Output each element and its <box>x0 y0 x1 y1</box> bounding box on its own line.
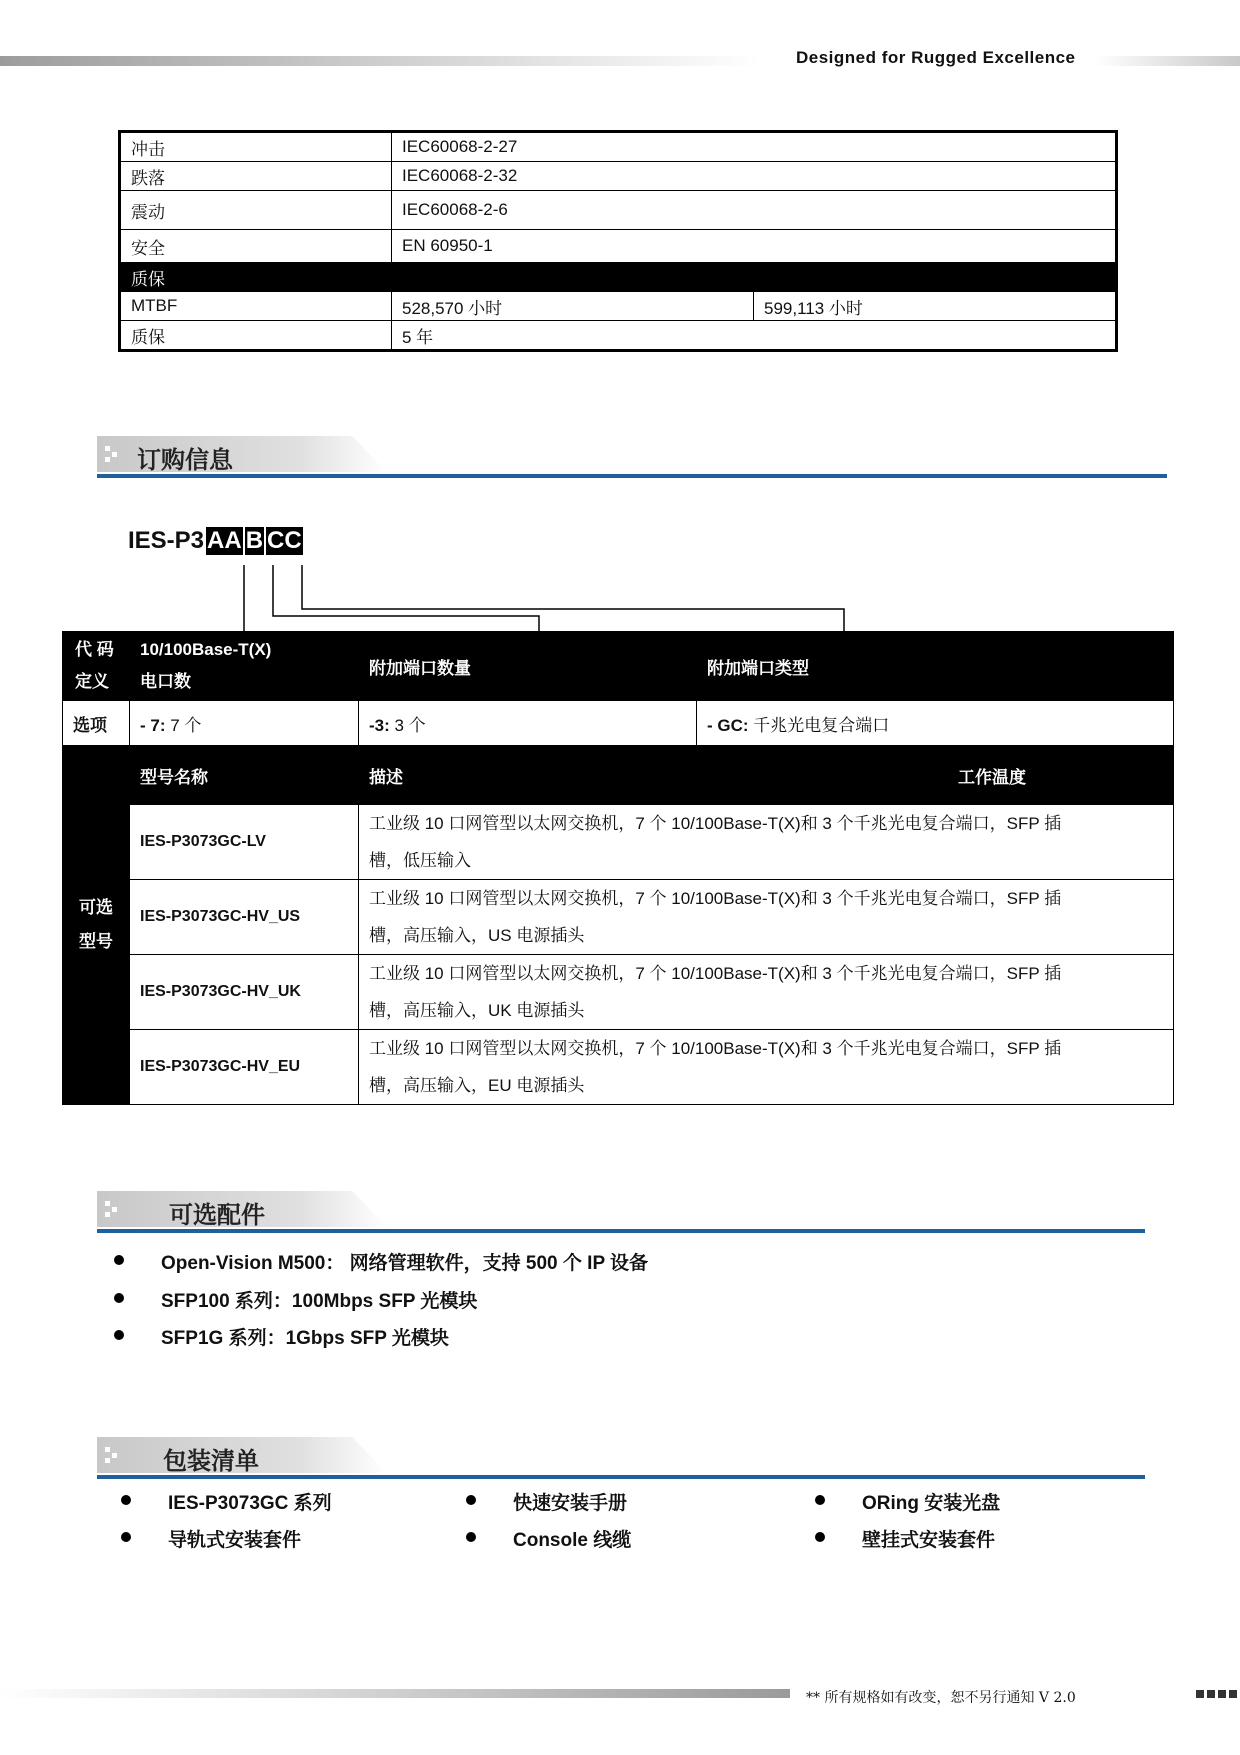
list-item: Console 线缆 <box>513 1525 631 1552</box>
table-row <box>63 1030 1174 1105</box>
model-label: 型号 <box>79 932 113 951</box>
table-row <box>63 805 1174 880</box>
list-item: IES-P3073GC 系列 <box>168 1488 332 1515</box>
model-code <box>128 527 303 555</box>
col-extra-type: 附加端口类型 <box>697 632 1174 701</box>
spec-value: EN 60950-1 <box>392 230 1117 263</box>
model-desc: 工业级 10 口网管型以太网交换机，7 个 10/100Base-T(X)和 3 个千兆光电复合端口，SFP 插 <box>369 889 1062 908</box>
list-item: 导轨式安装套件 <box>168 1525 301 1552</box>
option-2: -3: 3 个 <box>359 701 697 746</box>
list-item: ORing 安装光盘 <box>862 1488 1000 1515</box>
option-3: - GC: 千兆光电复合端口 <box>697 701 1174 746</box>
code-a: AA <box>207 527 242 554</box>
spec-value: IEC60068-2-27 <box>392 132 1117 162</box>
section-icon <box>105 1447 119 1463</box>
warranty-label: 质保 <box>120 321 392 351</box>
model-desc: 工业级 10 口网管型以太网交换机，7 个 10/100Base-T(X)和 3 个千兆光电复合端口，SFP 插 <box>369 814 1062 833</box>
mtbf-label: MTBF <box>120 292 392 321</box>
model-name: IES-P3073GC-HV_UK <box>130 955 359 1030</box>
table-row <box>120 321 1117 351</box>
model-desc: 工业级 10 口网管型以太网交换机，7 个 10/100Base-T(X)和 3 个千兆光电复合端口，SFP 插 <box>369 1039 1062 1058</box>
list-item: Open-Vision M500： 网络管理软件，支持 500 个 IP 设备 <box>161 1248 648 1275</box>
section-icon <box>105 1201 119 1217</box>
hdr-temperature: 工作温度 <box>811 746 1174 805</box>
table-row <box>120 162 1117 191</box>
code-b: B <box>245 527 264 554</box>
definition-label: 定义 <box>75 672 109 691</box>
footer-note: ** 所有规格如有改变，恕不另行通知 V 2.0 <box>806 1690 1076 1706</box>
table-row <box>120 292 1117 321</box>
table-row <box>120 191 1117 230</box>
section-header-package <box>97 1437 1145 1477</box>
list-item: 快速安装手册 <box>513 1488 627 1515</box>
col-port-type: 10/100Base-T(X) <box>140 640 272 659</box>
model-desc-cont: 槽，高压输入，EU 电源插头 <box>369 1076 585 1095</box>
spec-label: 安全 <box>120 230 392 263</box>
model-desc: 工业级 10 口网管型以太网交换机，7 个 10/100Base-T(X)和 3 个千兆光电复合端口，SFP 插 <box>369 964 1062 983</box>
section-title: 订购信息 <box>137 447 233 474</box>
hdr-model-name: 型号名称 <box>130 746 359 805</box>
model-name: IES-P3073GC-LV <box>130 805 359 880</box>
option-1: - 7: 7 个 <box>130 701 359 746</box>
code-c: CC <box>267 527 302 554</box>
list-item: SFP100 系列：100Mbps SFP 光模块 <box>161 1286 477 1313</box>
col-extra-count: 附加端口数量 <box>359 632 697 701</box>
list-item: 壁挂式安装套件 <box>862 1525 995 1552</box>
table-row <box>63 746 1174 805</box>
spec-label: 震动 <box>120 191 392 230</box>
model-desc-cont: 槽，高压输入，US 电源插头 <box>369 926 585 945</box>
table-row <box>63 880 1174 955</box>
footer-bar <box>0 1689 790 1698</box>
option-label: 选项 <box>63 701 130 746</box>
code-connector-lines <box>0 555 1240 635</box>
section-title: 可选配件 <box>169 1202 265 1229</box>
header-tagline: Designed for Rugged Excellence <box>796 48 1076 67</box>
spec-label: 冲击 <box>120 132 392 162</box>
header-bar-right <box>1095 56 1240 66</box>
model-desc-cont: 槽，高压输入，UK 电源插头 <box>369 1001 585 1020</box>
spec-value: IEC60068-2-6 <box>392 191 1117 230</box>
mtbf-value-2: 599,113 小时 <box>754 292 1117 321</box>
model-prefix: IES-P3 <box>128 527 205 554</box>
col-port-count: 电口数 <box>140 672 191 691</box>
footer-squares <box>1196 1690 1237 1698</box>
model-desc-cont: 槽，低压输入 <box>369 851 471 870</box>
hdr-description: 描述 <box>359 746 811 805</box>
model-name: IES-P3073GC-HV_EU <box>130 1030 359 1105</box>
warranty-value: 5 年 <box>392 321 1117 351</box>
table-section-row <box>120 263 1117 292</box>
table-row <box>63 632 1174 701</box>
section-label: 质保 <box>120 263 1117 292</box>
list-item: SFP1G 系列：1Gbps SFP 光模块 <box>161 1323 449 1350</box>
model-name: IES-P3073GC-HV_US <box>130 880 359 955</box>
code-label: 代 码 <box>75 640 114 659</box>
mtbf-value-1: 528,570 小时 <box>392 292 754 321</box>
available-label: 可选 <box>79 898 113 917</box>
table-row <box>63 955 1174 1030</box>
section-header-accessories <box>97 1191 1145 1231</box>
section-title: 包装清单 <box>163 1448 259 1475</box>
spec-label: 跌落 <box>120 162 392 191</box>
section-header-ordering <box>97 436 1167 476</box>
section-icon <box>105 446 119 462</box>
spec-value: IEC60068-2-32 <box>392 162 1117 191</box>
spec-table <box>118 130 1118 352</box>
header-bar <box>0 56 760 66</box>
table-row <box>120 132 1117 162</box>
order-table <box>62 631 1174 1105</box>
table-row <box>63 701 1174 746</box>
table-row <box>120 230 1117 263</box>
